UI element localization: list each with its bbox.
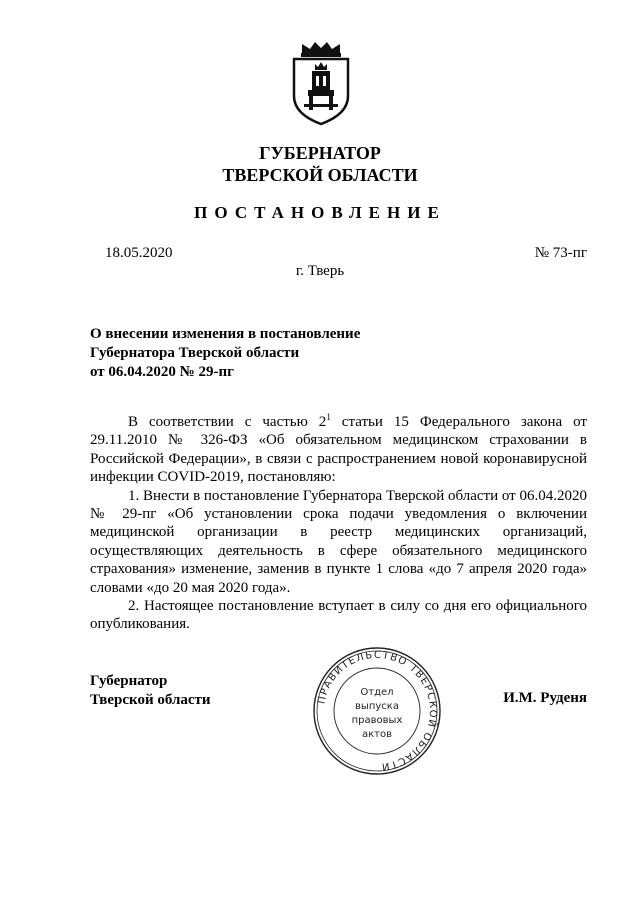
document-date: 18.05.2020 (105, 245, 173, 261)
document-subject (90, 325, 360, 382)
stamp-center-line2: выпуска (355, 701, 399, 712)
stamp-center-line3: правовых (351, 715, 403, 726)
body-p1-part1: В соответствии с частью 2 (128, 414, 327, 430)
stamp-center-line4: актов (361, 729, 393, 740)
issuer-title-line1: ГУБЕРНАТОР (259, 143, 381, 163)
stamp-center-line1: Отдел (360, 687, 394, 698)
body-paragraph-1 (90, 408, 587, 487)
subject-line3: от 06.04.2020 № 29-пг (90, 364, 234, 380)
body-paragraph-2: 1. Внести в постановление Губернатора Тверской области от 06.04.2020 № 29-пг «Об установлении срока подачи уведомления о включении медицинской организации в реестр медицинских организаций, осуществляющих деятельность в сфере обязательного медицинского страхования» изменение, заменив в пункте 1 слова «до 7 апреля 2020 года» словами «до 20 мая 2020 года». (90, 487, 587, 596)
signatory-title (90, 672, 211, 710)
document-number: № 73-пг (534, 245, 587, 261)
subject-line1: О внесении изменения в постановление (90, 326, 361, 342)
body-paragraph-3: 2. Настоящее постановление вступает в силу со дня его официального опубликования. (90, 598, 587, 633)
coat-of-arms-emblem (288, 40, 354, 126)
stamp-ring-text: ПРАВИТЕЛЬСТВО ТВЕРСКОЙ ОБЛАСТИ (316, 649, 439, 772)
body-p1-part2: статьи 15 Федерального закона от 29.11.2010 № 326-ФЗ «Об обязательном медицинском страховании в Российской Федерации», в связи с распространением новой коронавирусной инфекции COVID-2019, постановляю: (90, 414, 587, 486)
subject-line2: Губернатора Тверской области (90, 345, 300, 361)
body-p1-superscript: 1 (326, 412, 331, 422)
signatory-title-line2: Тверской области (90, 692, 211, 708)
signatory-name: И.М. Руденя (503, 690, 587, 706)
official-round-stamp (311, 645, 443, 777)
signatory-title-line1: Губернатор (90, 673, 168, 689)
issuer-title-line2: ТВЕРСКОЙ ОБЛАСТИ (222, 165, 418, 185)
document-city: г. Тверь (295, 263, 345, 279)
document-type-title: ПОСТАНОВЛЕНИЕ (194, 203, 446, 222)
document-body (90, 408, 587, 634)
